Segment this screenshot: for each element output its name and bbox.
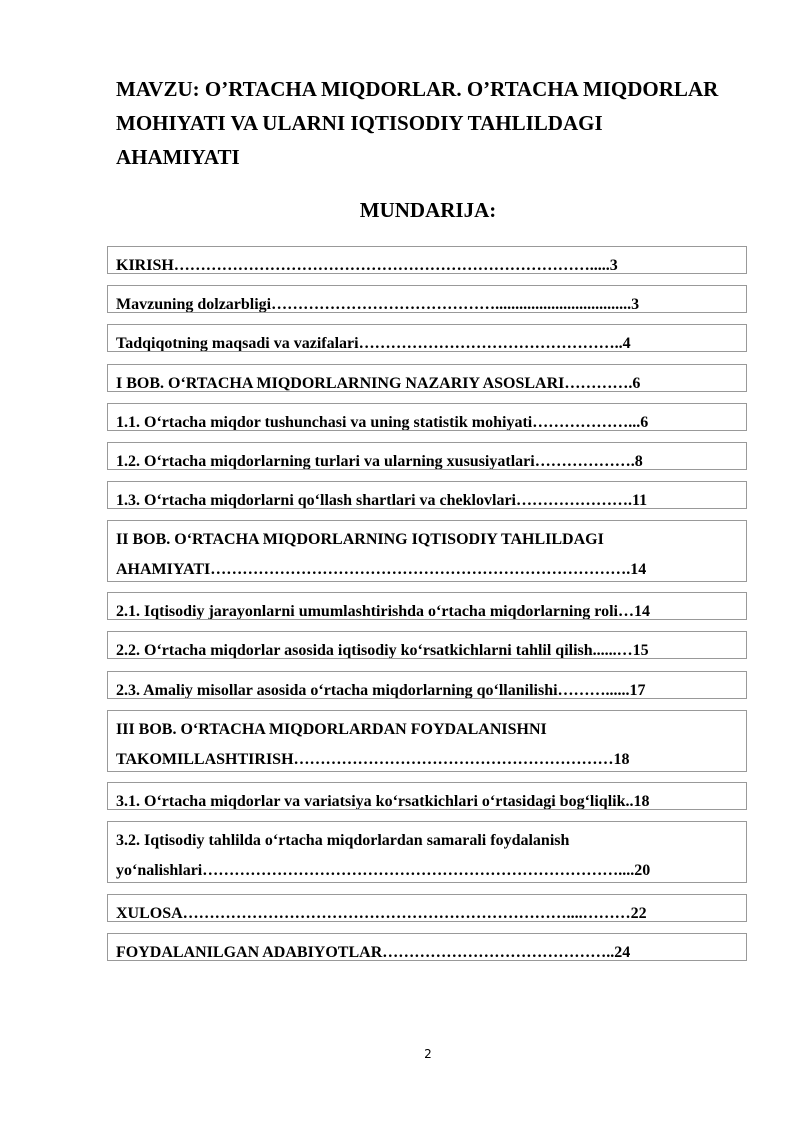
toc-entry-1-1 (107, 403, 747, 431)
toc-entry-maqsad (107, 324, 747, 352)
toc-entry-xulosa (107, 894, 747, 922)
toc-entry-text: 1.2. O‘rtacha miqdorlarning turlari va ularning xususiyatlari……………….8 (116, 453, 643, 470)
toc-entry-text: yo‘nalishlari……………………………………………………………………....20 (116, 862, 651, 879)
toc-entry-2-2 (107, 631, 747, 659)
toc-entry-text: I BOB. O‘RTACHA MIQDORLARNING NAZARIY ASOSLARI………….6 (116, 375, 641, 392)
toc-entry-chapter-2 (107, 520, 747, 582)
toc-entry-text: 3.1. O‘rtacha miqdorlar va variatsiya ko‘rsatkichlari o‘rtasidagi bog‘liqlik..18 (116, 793, 650, 810)
title-line: AHAMIYATI (116, 145, 240, 169)
toc-entry-text: 2.2. O‘rtacha miqdorlar asosida iqtisodiy ko‘rsatkichlarni tahlil qilish......…15 (116, 642, 649, 659)
toc-entry-text: XULOSA………………………………………………………………....………22 (116, 905, 647, 922)
document-title (116, 72, 756, 174)
toc-entry-3-2 (107, 821, 747, 883)
toc-entry-text: Tadqiqotning maqsadi va vazifalari…………………………………………..4 (116, 335, 631, 352)
toc-entry-text: 1.1. O‘rtacha miqdor tushunchasi va uning statistik mohiyati………………...6 (116, 414, 649, 431)
title-line: MAVZU: O’RTACHA MIQDORLAR. O’RTACHA MIQDORLAR (116, 77, 719, 101)
title-line: MOHIYATI VA ULARNI IQTISODIY TAHLILDAGI (116, 111, 603, 135)
toc-entry-text: 1.3. O‘rtacha miqdorlarni qo‘llash shartlari va cheklovlari………………….11 (116, 492, 648, 509)
page-number: 2 (424, 1047, 432, 1061)
toc-entry-text: Mavzuning dolzarbligi……………………………………..................................3 (116, 296, 640, 313)
toc-entry-text: 3.2. Iqtisodiy tahlilda o‘rtacha miqdorlardan samarali foydalanish (116, 832, 570, 849)
toc-entry-text: 2.3. Amaliy misollar asosida o‘rtacha miqdorlarning qo‘llanilishi………......17 (116, 682, 646, 699)
toc-entry-text: TAKOMILLASHTIRISH……………………………………………………18 (116, 751, 630, 768)
toc-entry-3-1 (107, 782, 747, 810)
toc-entry-2-1 (107, 592, 747, 620)
toc-entry-text: II BOB. O‘RTACHA MIQDORLARNING IQTISODIY TAHLILDAGI (116, 531, 604, 548)
toc-entry-text: III BOB. O‘RTACHA MIQDORLARDAN FOYDALANISHNI (116, 721, 547, 738)
toc-entry-chapter-1 (107, 364, 747, 392)
toc-entry-2-3 (107, 671, 747, 699)
toc-entry-1-3 (107, 481, 747, 509)
toc-heading: MUNDARIJA: (359, 198, 497, 222)
toc-entry-text: 2.1. Iqtisodiy jarayonlarni umumlashtirishda o‘rtacha miqdorlarning roli…14 (116, 603, 650, 620)
toc-entry-text: AHAMIYATI…………………………………………………………………….14 (116, 561, 647, 578)
toc-entry-text: FOYDALANILGAN ADABIYOTLAR……………………………………..24 (116, 944, 631, 961)
toc-entry-adabiyotlar (107, 933, 747, 961)
toc-entry-1-2 (107, 442, 747, 470)
toc-entry-chapter-3 (107, 710, 747, 772)
toc-entry-kirish (107, 246, 747, 274)
toc-entry-dolzarblik (107, 285, 747, 313)
toc-entry-text: KIRISH…………………………………………………………………….....3 (116, 257, 618, 274)
